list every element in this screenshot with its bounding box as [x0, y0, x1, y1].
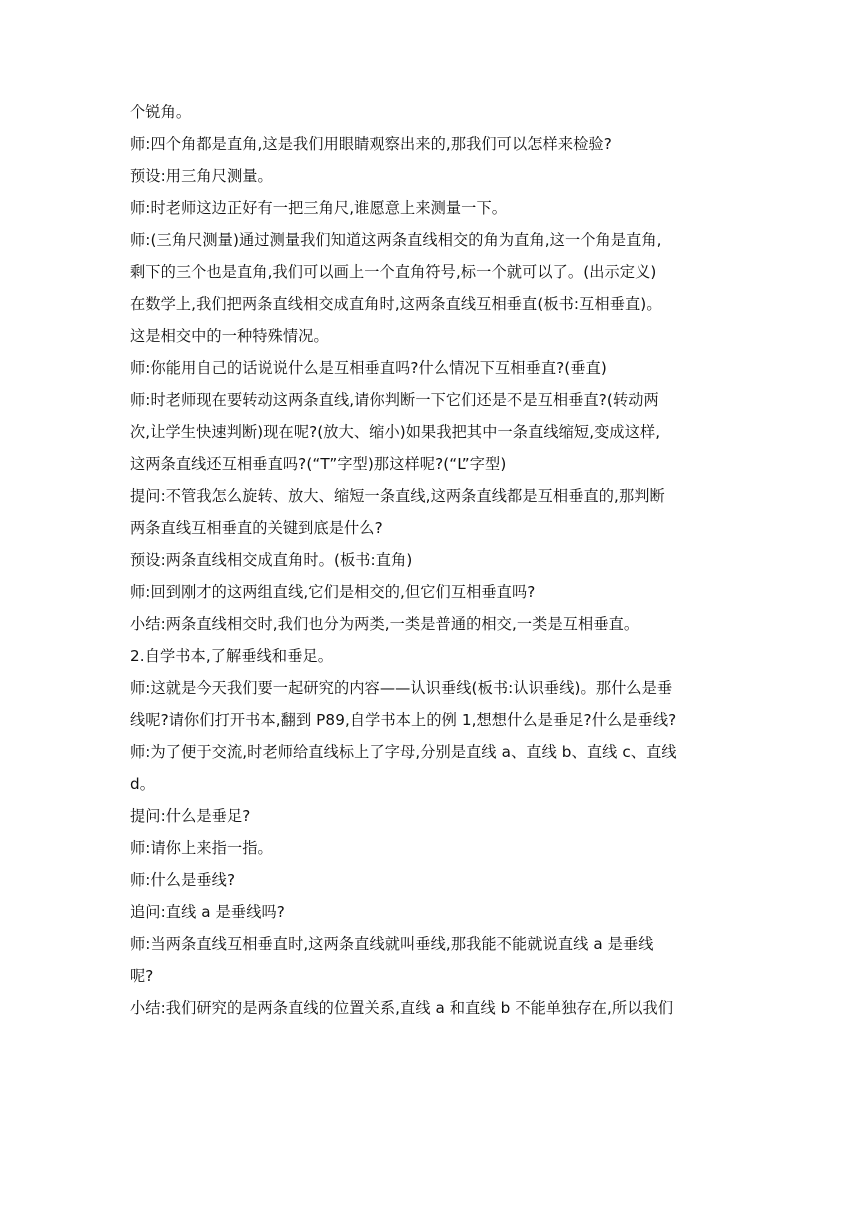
text-line: 师:请你上来指一指。 — [130, 839, 273, 857]
text-line: 师:什么是垂线? — [130, 871, 236, 889]
text-line: 两条直线互相垂直的关键到底是什么? — [130, 519, 383, 537]
text-line: 提问:不管我怎么旋转、放大、缩短一条直线,这两条直线都是互相垂直的,那判断 — [130, 487, 665, 505]
text-line: 师:这就是今天我们要一起研究的内容——认识垂线(板书:认识垂线)。那什么是垂 — [130, 679, 673, 697]
text-line: 师:四个角都是直角,这是我们用眼睛观察出来的,那我们可以怎样来检验? — [130, 135, 612, 153]
text-line: 预设:两条直线相交成直角时。(板书:直角) — [130, 551, 413, 569]
text-line: 剩下的三个也是直角,我们可以画上一个直角符号,标一个就可以了。(出示定义) — [130, 263, 657, 281]
document-body — [130, 96, 734, 1024]
text-line: 师:时老师现在要转动这两条直线,请你判断一下它们还是不是互相垂直?(转动两 — [130, 391, 659, 409]
text-line: 小结:两条直线相交时,我们也分为两类,一类是普通的相交,一类是互相垂直。 — [130, 615, 640, 633]
text-line: 呢? — [130, 967, 154, 985]
text-line: 小结:我们研究的是两条直线的位置关系,直线 a 和直线 b 不能单独存在,所以我们 — [130, 999, 674, 1017]
text-line: d。 — [130, 775, 156, 793]
text-line: 2.自学书本,了解垂线和垂足。 — [130, 647, 334, 665]
text-line: 师:为了便于交流,时老师给直线标上了字母,分别是直线 a、直线 b、直线 c、直线 — [130, 743, 677, 761]
text-line: 这两条直线还互相垂直吗?(“T”字型)那这样呢?(“L”字型) — [130, 455, 507, 473]
text-line: 提问:什么是垂足? — [130, 807, 251, 825]
text-line: 预设:用三角尺测量。 — [130, 167, 273, 185]
text-line: 个锐角。 — [130, 103, 192, 121]
text-line: 师:当两条直线互相垂直时,这两条直线就叫垂线,那我能不能就说直线 a 是垂线 — [130, 935, 654, 953]
text-line: 师:时老师这边正好有一把三角尺,谁愿意上来测量一下。 — [130, 199, 508, 217]
text-line: 次,让学生快速判断)现在呢?(放大、缩小)如果我把其中一条直线缩短,变成这样, — [130, 423, 661, 441]
text-line: 这是相交中的一种特殊情况。 — [130, 327, 329, 345]
text-line: 师:回到刚才的这两组直线,它们是相交的,但它们互相垂直吗? — [130, 583, 536, 601]
text-line: 追问:直线 a 是垂线吗? — [130, 903, 285, 921]
text-line: 师:你能用自己的话说说什么是互相垂直吗?什么情况下互相垂直?(垂直) — [130, 359, 607, 377]
text-line: 在数学上,我们把两条直线相交成直角时,这两条直线互相垂直(板书:互相垂直)。 — [130, 295, 662, 313]
text-line: 线呢?请你们打开书本,翻到 P89,自学书本上的例 1,想想什么是垂足?什么是垂线? — [130, 711, 677, 729]
text-line: 师:(三角尺测量)通过测量我们知道这两条直线相交的角为直角,这一个角是直角, — [130, 231, 662, 249]
